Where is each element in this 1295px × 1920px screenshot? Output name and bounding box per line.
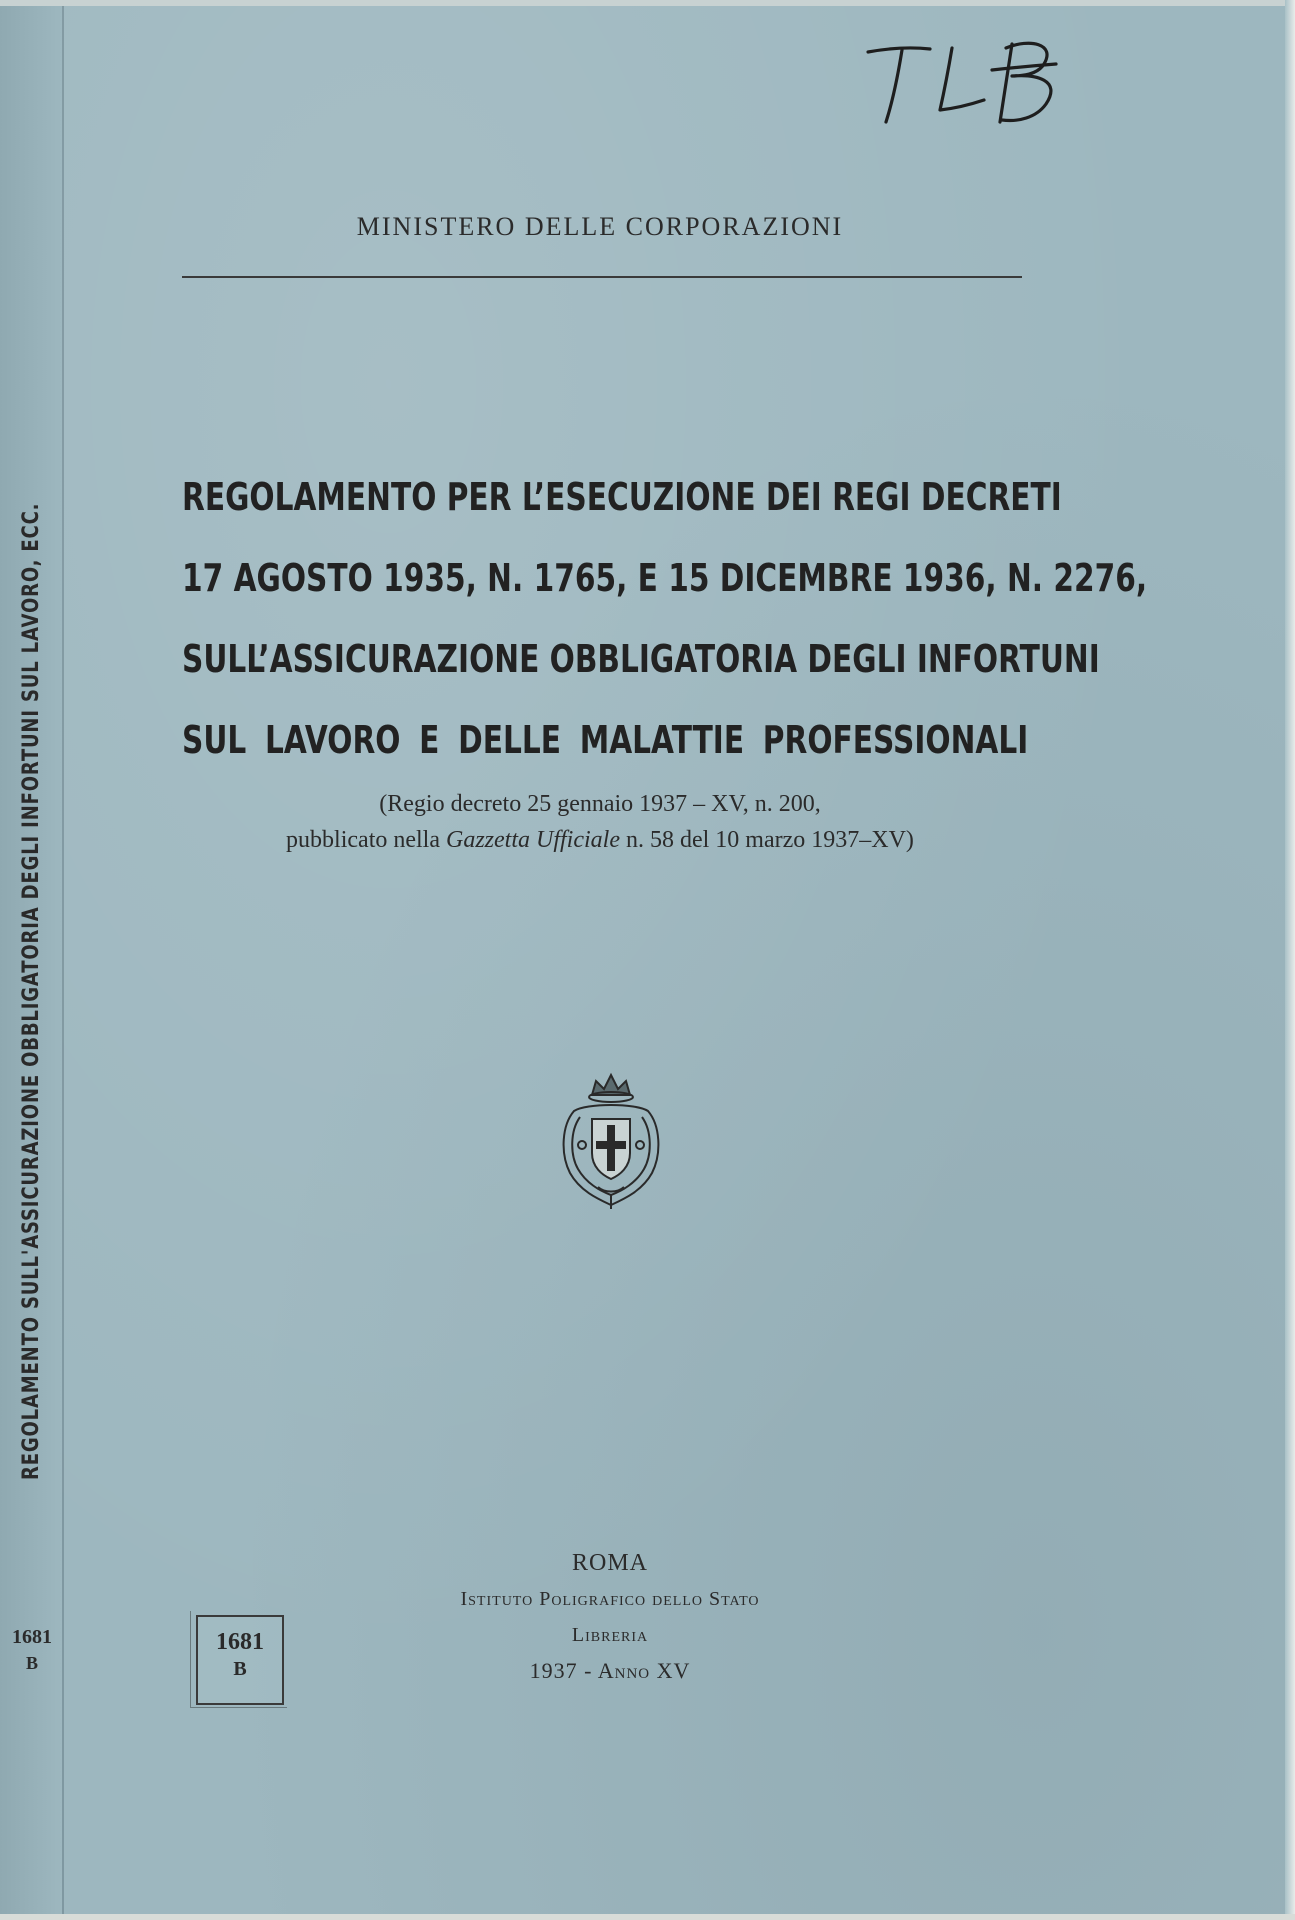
royal-coat-of-arms-icon <box>552 1065 670 1213</box>
decree-line-2-post: n. 58 del 10 marzo 1937–XV) <box>625 827 914 853</box>
decree-reference <box>170 786 1030 858</box>
spine-label-letter: B <box>25 1653 38 1673</box>
publication-year: 1937 - Anno XV <box>529 1658 691 1683</box>
publisher-bookshop: Libreria <box>571 1624 649 1646</box>
publisher-institute: Istituto Poligrafico dello Stato <box>460 1588 760 1610</box>
publisher-city: ROMA <box>571 1550 648 1576</box>
title-line: 17 AGOSTO 1935, N. 1765, E 15 DICEMBRE 1936, N. 2276, <box>182 556 1148 600</box>
spine-title: REGOLAMENTO SULL'ASSICURAZIONE OBBLIGATORIA DEGLI INFORTUNI SUL LAVORO, ECC. <box>19 502 44 1480</box>
spine-label-number: 1681 <box>12 1626 52 1648</box>
spine-fold <box>62 0 64 1920</box>
spine-catalog-label <box>2 1626 62 1674</box>
catalog-label <box>196 1615 284 1705</box>
catalog-label-letter: B <box>233 1658 247 1680</box>
document-title <box>182 462 1148 786</box>
title-line: SULL’ASSICURAZIONE OBBLIGATORIA DEGLI INFORTUNI <box>182 637 1100 681</box>
heading-rule <box>182 276 1022 278</box>
handwritten-note-tlb <box>860 30 1080 130</box>
decree-line-2-pre: pubblicato nella <box>286 827 440 853</box>
decree-line-1: (Regio decreto 25 gennaio 1937 – XV, n. 200, <box>379 791 821 817</box>
decree-line-2 <box>170 822 1030 858</box>
paper-edge-top <box>0 0 1295 6</box>
publisher-block <box>370 1545 850 1689</box>
title-line: SUL LAVORO E DELLE MALATTIE PROFESSIONALI <box>182 718 1029 762</box>
paper-edge-right <box>1285 0 1295 1920</box>
title-line: REGOLAMENTO PER L’ESECUZIONE DEI REGI DECRETI <box>182 475 1062 519</box>
gazette-name: Gazzetta Ufficiale <box>446 827 620 853</box>
ministry-heading: MINISTERO DELLE CORPORAZIONI <box>356 212 844 241</box>
catalog-label-number: 1681 <box>216 1629 264 1655</box>
paper-edge-bottom <box>0 1914 1295 1920</box>
